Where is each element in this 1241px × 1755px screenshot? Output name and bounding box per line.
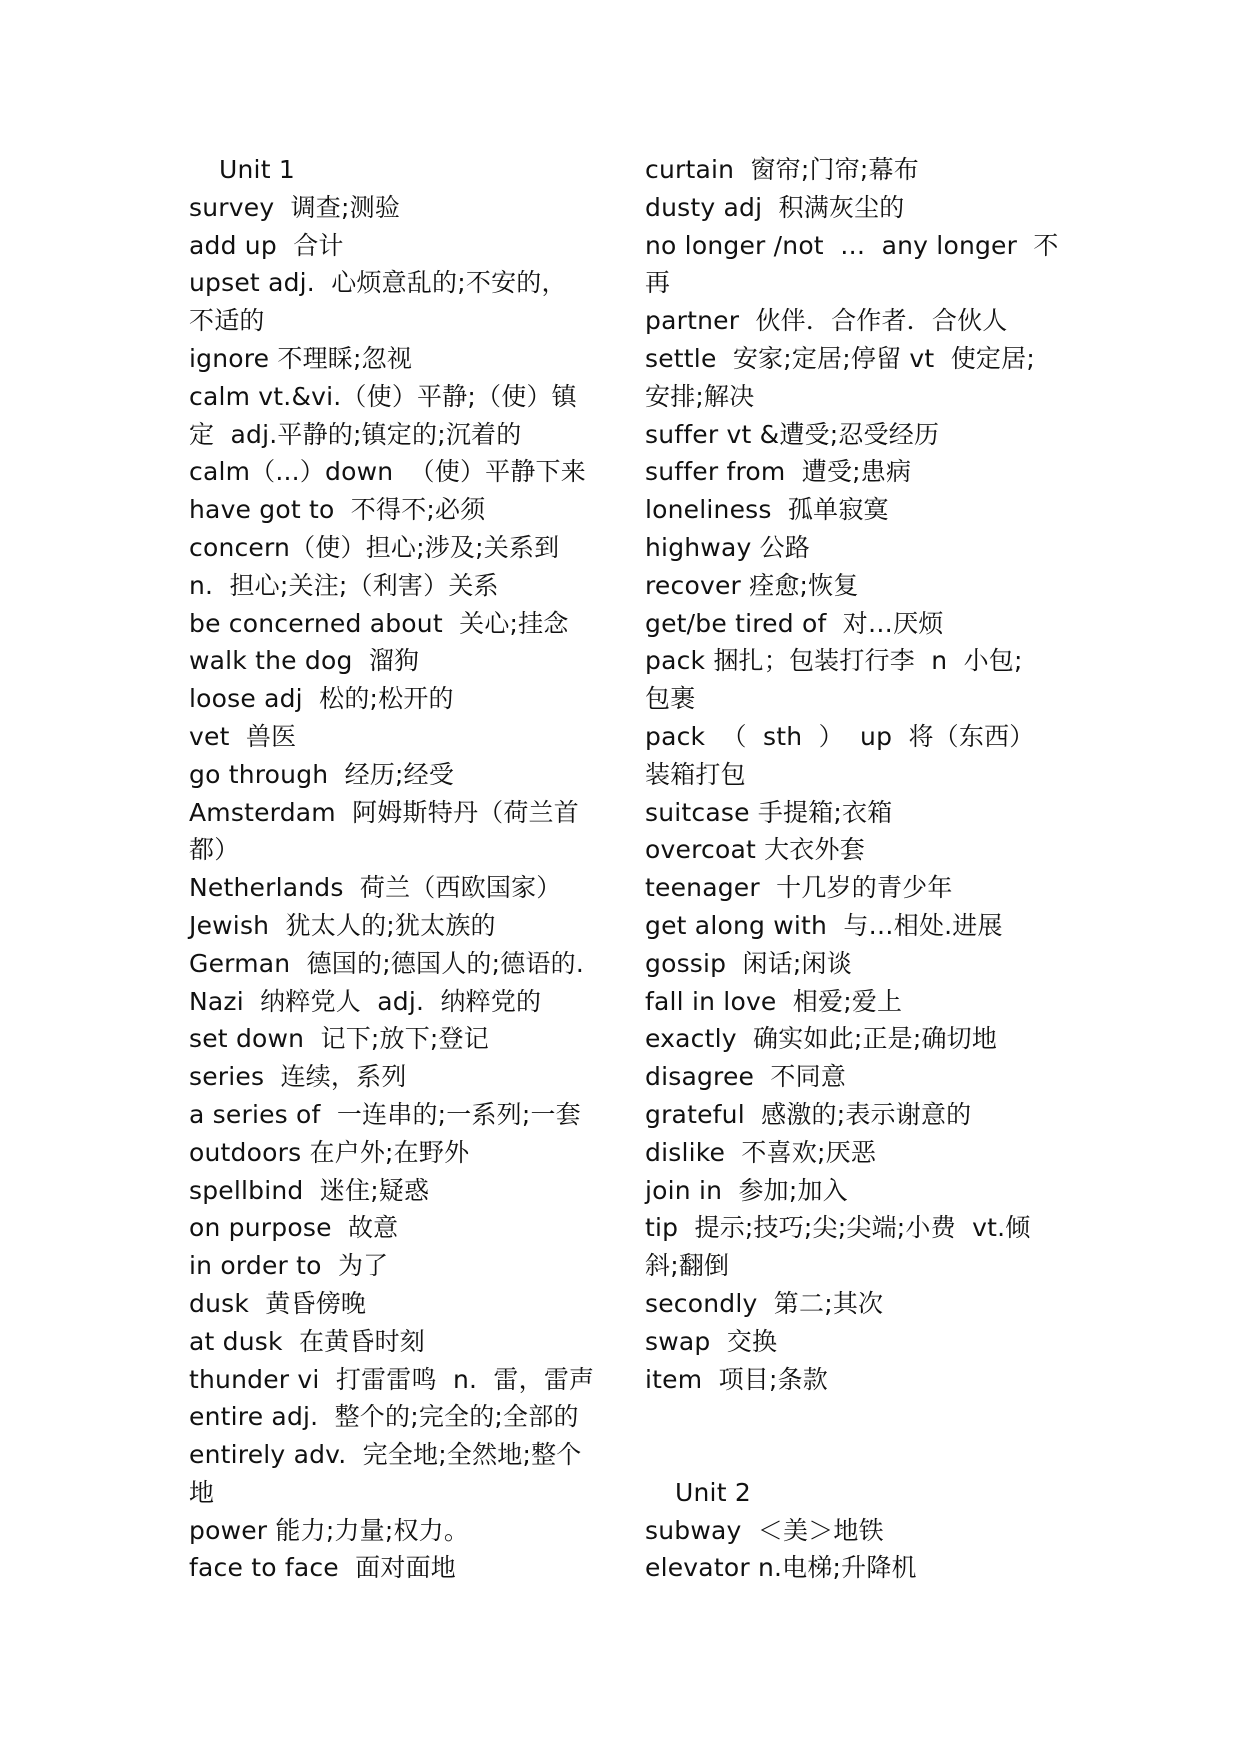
vocab-line: gossip 闲话;闲谈 bbox=[645, 948, 852, 978]
vocab-line: highway 公路 bbox=[645, 532, 811, 562]
vocab-line: pack 捆扎；包装打行李 n 小包; bbox=[645, 646, 1023, 676]
vocab-line: settle 安家;定居;停留 vt 使定居; bbox=[645, 343, 1035, 373]
vocab-line: in order to 为了 bbox=[189, 1251, 389, 1281]
vocab-line: add up 合计 bbox=[189, 230, 344, 260]
vocab-line: outdoors 在户外;在野外 bbox=[189, 1137, 470, 1167]
vocab-line: German 德国的;德国人的;德语的. bbox=[189, 948, 584, 978]
vocab-line: 都） bbox=[189, 835, 240, 865]
vocab-line: disagree 不同意 bbox=[645, 1062, 847, 1092]
vocab-line: 安排;解决 bbox=[645, 381, 755, 411]
vocab-line: get/be tired of 对…厌烦 bbox=[645, 608, 944, 638]
vocab-line: exactly 确实如此;正是;确切地 bbox=[645, 1024, 998, 1054]
vocab-line: recover 痊愈;恢复 bbox=[645, 570, 859, 600]
vocab-line: dusk 黄昏傍晚 bbox=[189, 1288, 367, 1318]
vocab-line: curtain 窗帘;门帘;幕布 bbox=[645, 155, 919, 184]
vocab-line: 不适的 bbox=[189, 306, 265, 336]
vocab-line: teenager 十几岁的青少年 bbox=[645, 873, 953, 903]
unit-heading: Unit 1 bbox=[219, 155, 295, 184]
vocab-line: join in 参加;加入 bbox=[645, 1175, 848, 1205]
vocab-line: set down 记下;放下;登记 bbox=[189, 1024, 489, 1054]
vocab-line: 再 bbox=[645, 268, 671, 298]
vocab-line: swap 交换 bbox=[645, 1326, 778, 1356]
vocab-line: dusty adj 积满灰尘的 bbox=[645, 192, 905, 222]
vocab-line: grateful 感激的;表示谢意的 bbox=[645, 1099, 972, 1129]
vocab-line: go through 经历;经受 bbox=[189, 759, 455, 789]
vocab-line: concern（使）担心;涉及;关系到 bbox=[189, 532, 560, 562]
vocab-line: 定 adj.平静的;镇定的;沉着的 bbox=[189, 419, 522, 449]
vocab-line: Nazi 纳粹党人 adj. 纳粹党的 bbox=[189, 986, 542, 1016]
vocab-line: suitcase 手提箱;衣箱 bbox=[645, 797, 893, 827]
vocab-line: walk the dog 溜狗 bbox=[189, 646, 420, 676]
vocab-line: suffer vt &遭受;忍受经历 bbox=[645, 419, 940, 449]
vocab-line: suffer from 遭受;患病 bbox=[645, 457, 912, 487]
vocab-line: 斜;翻倒 bbox=[645, 1251, 730, 1281]
vocab-line: loneliness 孤单寂寞 bbox=[645, 495, 889, 525]
vocab-line: survey 调查;测验 bbox=[189, 192, 401, 222]
unit-heading: Unit 2 bbox=[675, 1477, 751, 1507]
vocab-line: dislike 不喜欢;厌恶 bbox=[645, 1137, 877, 1167]
vocab-line: tip 提示;技巧;尖;尖端;小费 vt.倾 bbox=[645, 1213, 1031, 1243]
vocab-line: a series of 一连串的;一系列;一套 bbox=[189, 1099, 581, 1129]
vocab-line: pack （ sth ） up 将（东西） bbox=[645, 721, 1035, 751]
vocab-line: get along with 与…相处.进展 bbox=[645, 910, 1003, 940]
vocab-line: on purpose 故意 bbox=[189, 1213, 399, 1243]
right-column bbox=[645, 151, 1075, 1587]
vocab-line: 地 bbox=[189, 1477, 215, 1507]
vocab-line: subway ＜美＞地铁 bbox=[645, 1515, 884, 1545]
vocab-line: ignore 不理睬;忽视 bbox=[189, 343, 413, 373]
vocab-line: 包裹 bbox=[645, 684, 696, 714]
vocab-line: series 连续，系列 bbox=[189, 1062, 407, 1092]
vocab-line: elevator n.电梯;升降机 bbox=[645, 1553, 917, 1583]
vocab-line: overcoat 大衣外套 bbox=[645, 835, 865, 865]
vocab-line: calm（...）down （使）平静下来 bbox=[189, 457, 586, 487]
vocab-line: secondly 第二;其次 bbox=[645, 1288, 884, 1318]
vocab-line: n. 担心;关注;（利害）关系 bbox=[189, 570, 499, 600]
vocab-line: face to face 面对面地 bbox=[189, 1553, 456, 1583]
vocab-line: 装箱打包 bbox=[645, 759, 746, 789]
vocab-line: Jewish 犹太人的;犹太族的 bbox=[189, 910, 496, 940]
blank-gap bbox=[645, 1398, 1075, 1474]
vocab-line: thunder vi 打雷雷鸣 n. 雷，雷声 bbox=[189, 1364, 595, 1394]
vocab-line: calm vt.&vi.（使）平静;（使）镇 bbox=[189, 381, 577, 411]
left-column bbox=[189, 151, 619, 1587]
vocab-line: at dusk 在黄昏时刻 bbox=[189, 1326, 425, 1356]
vocab-line: fall in love 相爱;爱上 bbox=[645, 986, 903, 1016]
vocab-line: no longer /not … any longer 不 bbox=[645, 230, 1059, 260]
vocab-line: have got to 不得不;必须 bbox=[189, 495, 486, 525]
vocab-line: entire adj. 整个的;完全的;全部的 bbox=[189, 1402, 579, 1432]
vocab-line: power 能力;力量;权力。 bbox=[189, 1515, 470, 1545]
vocab-line: item 项目;条款 bbox=[645, 1364, 828, 1394]
vocab-line: loose adj 松的;松开的 bbox=[189, 684, 454, 714]
vocab-line: Amsterdam 阿姆斯特丹（荷兰首 bbox=[189, 797, 579, 827]
vocab-line: entirely adv. 完全地;全然地;整个 bbox=[189, 1440, 582, 1470]
vocab-line: vet 兽医 bbox=[189, 721, 297, 751]
vocab-line: Netherlands 荷兰（西欧国家） bbox=[189, 873, 562, 903]
vocab-line: be concerned about 关心;挂念 bbox=[189, 608, 569, 638]
vocab-line: partner 伙伴．合作者．合伙人 bbox=[645, 306, 1008, 336]
vocab-line: upset adj. 心烦意乱的;不安的， bbox=[189, 268, 567, 298]
vocab-line: spellbind 迷住;疑惑 bbox=[189, 1175, 430, 1205]
